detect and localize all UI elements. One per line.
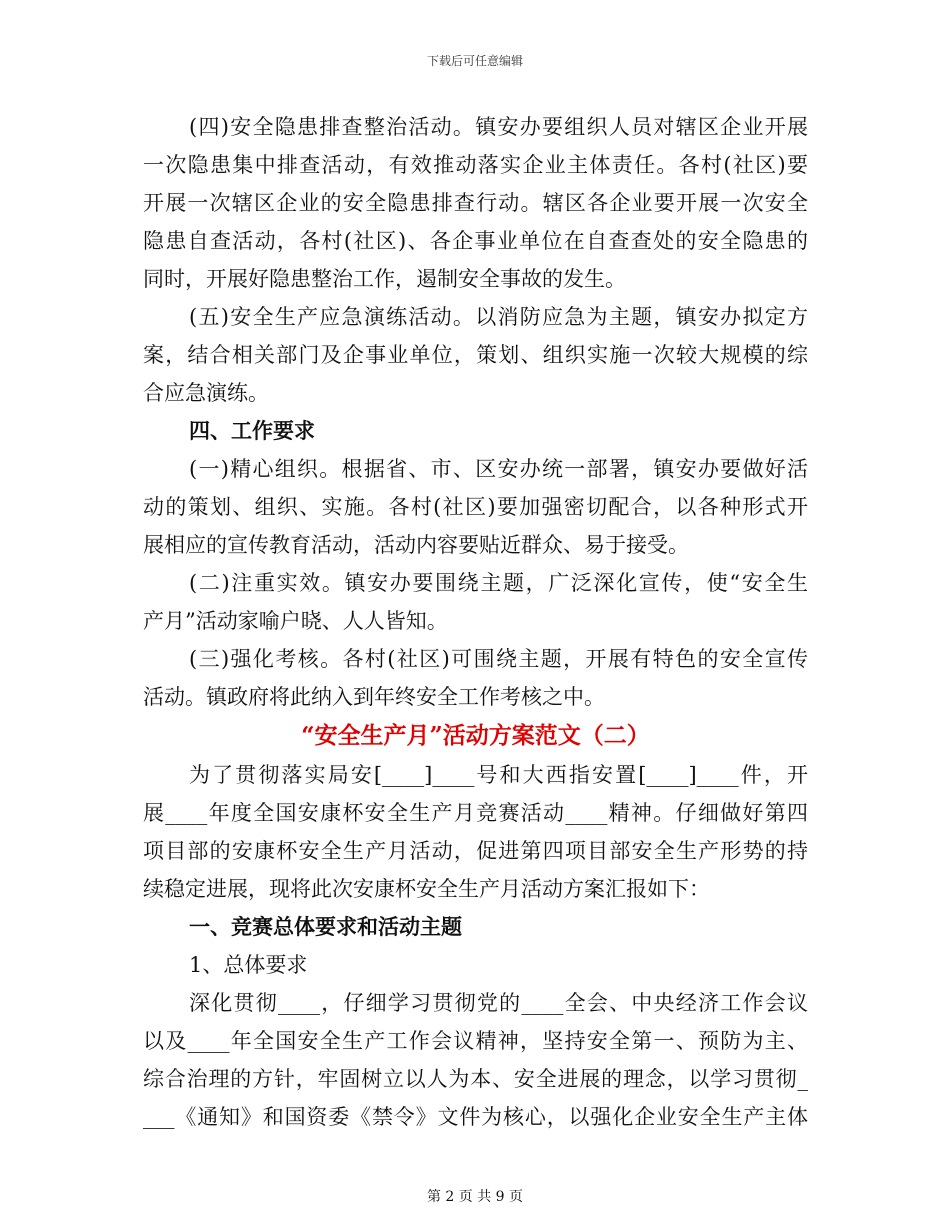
text-line: (一)精心组织。根据省、市、区安办统一部署，镇安办要做好活 xyxy=(189,457,808,481)
text-line: 项目部的安康杯安全生产月活动，促进第四项目部安全生产形势的持 xyxy=(143,839,808,863)
text-line: 案，结合相关部门及企事业单位，策划、组织实施一次较大规模的综 xyxy=(143,343,808,367)
heading-work-requirements: 四、工作要求 xyxy=(189,418,315,443)
document-body xyxy=(143,108,808,1136)
page-header-note: 下载后可任意编辑 xyxy=(426,54,523,68)
text-line: 同时，开展好隐患整治工作，遏制安全事故的发生。 xyxy=(143,267,626,291)
text-line: (五)安全生产应急演练活动。以消防应急为主题，镇安办拟定方 xyxy=(189,305,808,329)
text-line: 一次隐患集中排查活动，有效推动落实企业主体责任。各村(社区)要 xyxy=(143,153,808,177)
page-number: 第 2 页 共 9 页 xyxy=(426,1189,524,1205)
heading-competition-goals: 一、竞赛总体要求和活动主题 xyxy=(189,914,462,939)
paragraph-practical-results xyxy=(143,564,808,640)
text-line: 深化贯彻____，仔细学习贯彻党的____全会、中央经济工作会议 xyxy=(189,991,808,1015)
section-title: “安全生产月”活动方案范文（二） xyxy=(301,722,650,749)
text-line: 开展一次辖区企业的安全隐患排查行动。辖区各企业要开展一次安全 xyxy=(143,191,808,215)
text-line: 合应急演练。 xyxy=(143,381,269,405)
text-line: 以及____年全国安全生产工作会议精神，坚持安全第一、预防为主、 xyxy=(143,1029,808,1053)
paragraph-emergency-drill xyxy=(143,298,808,412)
paragraph-introduction xyxy=(143,756,808,908)
text-line: 展____年度全国安康杯安全生产月竞赛活动____精神。仔细做好第四 xyxy=(143,801,808,825)
text-line: ___《通知》和国资委《禁令》文件为核心，以强化企业安全生产主体 xyxy=(143,1105,808,1129)
text-line: 活动。镇政府将此纳入到年终安全工作考核之中。 xyxy=(143,685,605,709)
subheading-overall-requirements: 1、总体要求 xyxy=(189,953,308,977)
text-line: 续稳定进展，现将此次安康杯安全生产月活动方案汇报如下： xyxy=(143,877,710,901)
text-line: 为了贯彻落实局安[____]____号和大西指安置[____]____件，开 xyxy=(189,763,808,787)
text-line: 产月”活动家喻户晓、人人皆知。 xyxy=(143,609,448,633)
text-line: 展相应的宣传教育活动，活动内容要贴近群众、易于接受。 xyxy=(143,533,689,557)
paragraph-assessment xyxy=(143,640,808,716)
paragraph-hazard-inspection xyxy=(143,108,808,298)
text-line: 隐患自查活动，各村(社区)、各企事业单位在自查查处的安全隐患的 xyxy=(143,229,808,253)
text-line: (四)安全隐患排查整治活动。镇安办要组织人员对辖区企业开展 xyxy=(189,115,808,139)
text-line: (三)强化考核。各村(社区)可围绕主题，开展有特色的安全宣传 xyxy=(189,647,808,671)
paragraph-careful-organization xyxy=(143,450,808,564)
text-line: (二)注重实效。镇安办要围绕主题，广泛深化宣传，使“安全生 xyxy=(189,571,808,595)
paragraph-overall-requirements xyxy=(143,984,808,1136)
text-line: 动的策划、组织、实施。各村(社区)要加强密切配合，以各种形式开 xyxy=(143,495,808,519)
text-line: 综合治理的方针，牢固树立以人为本、安全进展的理念，以学习贯彻_ xyxy=(143,1067,808,1091)
